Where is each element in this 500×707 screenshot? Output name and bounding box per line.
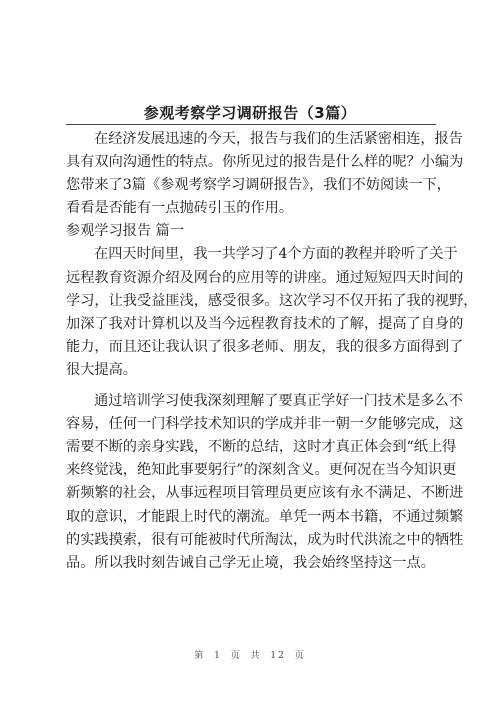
paragraph-line: 通过培训学习使我深刻理解了要真正学好一门技术是多么不 <box>94 393 463 410</box>
document-body <box>66 128 478 575</box>
paragraph-line: 新频繁的社会，从事远程项目管理员更应该有永不满足、不断进 <box>66 485 464 502</box>
paragraph-line: 学习，让我受益匪浅，感受很多。这次学习不仅开拓了我的视野， <box>66 292 478 309</box>
paragraph-line: 加深了我对计算机以及当今远程教育技术的了解，提高了自身的 <box>66 315 464 332</box>
paragraph-line: 远程教育资源介绍及网台的应用等的讲座。通过短短四天时间的 <box>66 269 464 286</box>
intro-line: 您带来了3篇《参观考察学习调研报告》，我们不妨阅读一下， <box>66 177 451 194</box>
paragraph-line: 品。所以我时刻告诫自己学无止境，我会始终坚持这一点。 <box>66 554 435 571</box>
intro-line: 看看是否能有一点抛砖引玉的作用。 <box>66 200 294 217</box>
paragraph-line: 来终觉浅，绝知此事要躬行”的深刻含义。更何况在当今知识更 <box>66 462 457 479</box>
title-divider <box>66 124 436 125</box>
paragraph-line: 能力，而且还让我认识了很多老师、朋友，我的很多方面得到了 <box>66 338 464 355</box>
paragraph-line: 在四天时间里，我一共学习了4个方面的教程并聆听了关于 <box>94 246 458 263</box>
paragraph-line: 容易，任何一门科学技术知识的学成并非一朝一夕能够完成，这 <box>66 416 464 433</box>
paragraph-line: 的实践摸索，很有可能被时代所淘汰，成为时代洪流之中的牺牲 <box>66 531 464 548</box>
page-footer: 第 1 页 共 12 页 <box>194 651 306 661</box>
paragraph-line: 取的意识，才能跟上时代的潮流。单凭一两本书籍，不通过频繁 <box>66 508 464 525</box>
paragraph-gap <box>66 382 436 390</box>
intro-line: 在经济发展迅速的今天，报告与我们的生活紧密相连，报告 <box>94 131 463 147</box>
document-title: 参观考察学习调研报告（3篇） <box>143 104 357 122</box>
paragraph-line: 需要不断的亲身实践，不断的总结，这时才真正体会到“纸上得 <box>66 439 457 456</box>
section-heading: 参观学习报告 篇一 <box>66 223 185 240</box>
paragraph-line: 很大提高。 <box>66 361 137 378</box>
intro-line: 具有双向沟通性的特点。你所见过的报告是什么样的呢？小编为 <box>66 154 464 171</box>
